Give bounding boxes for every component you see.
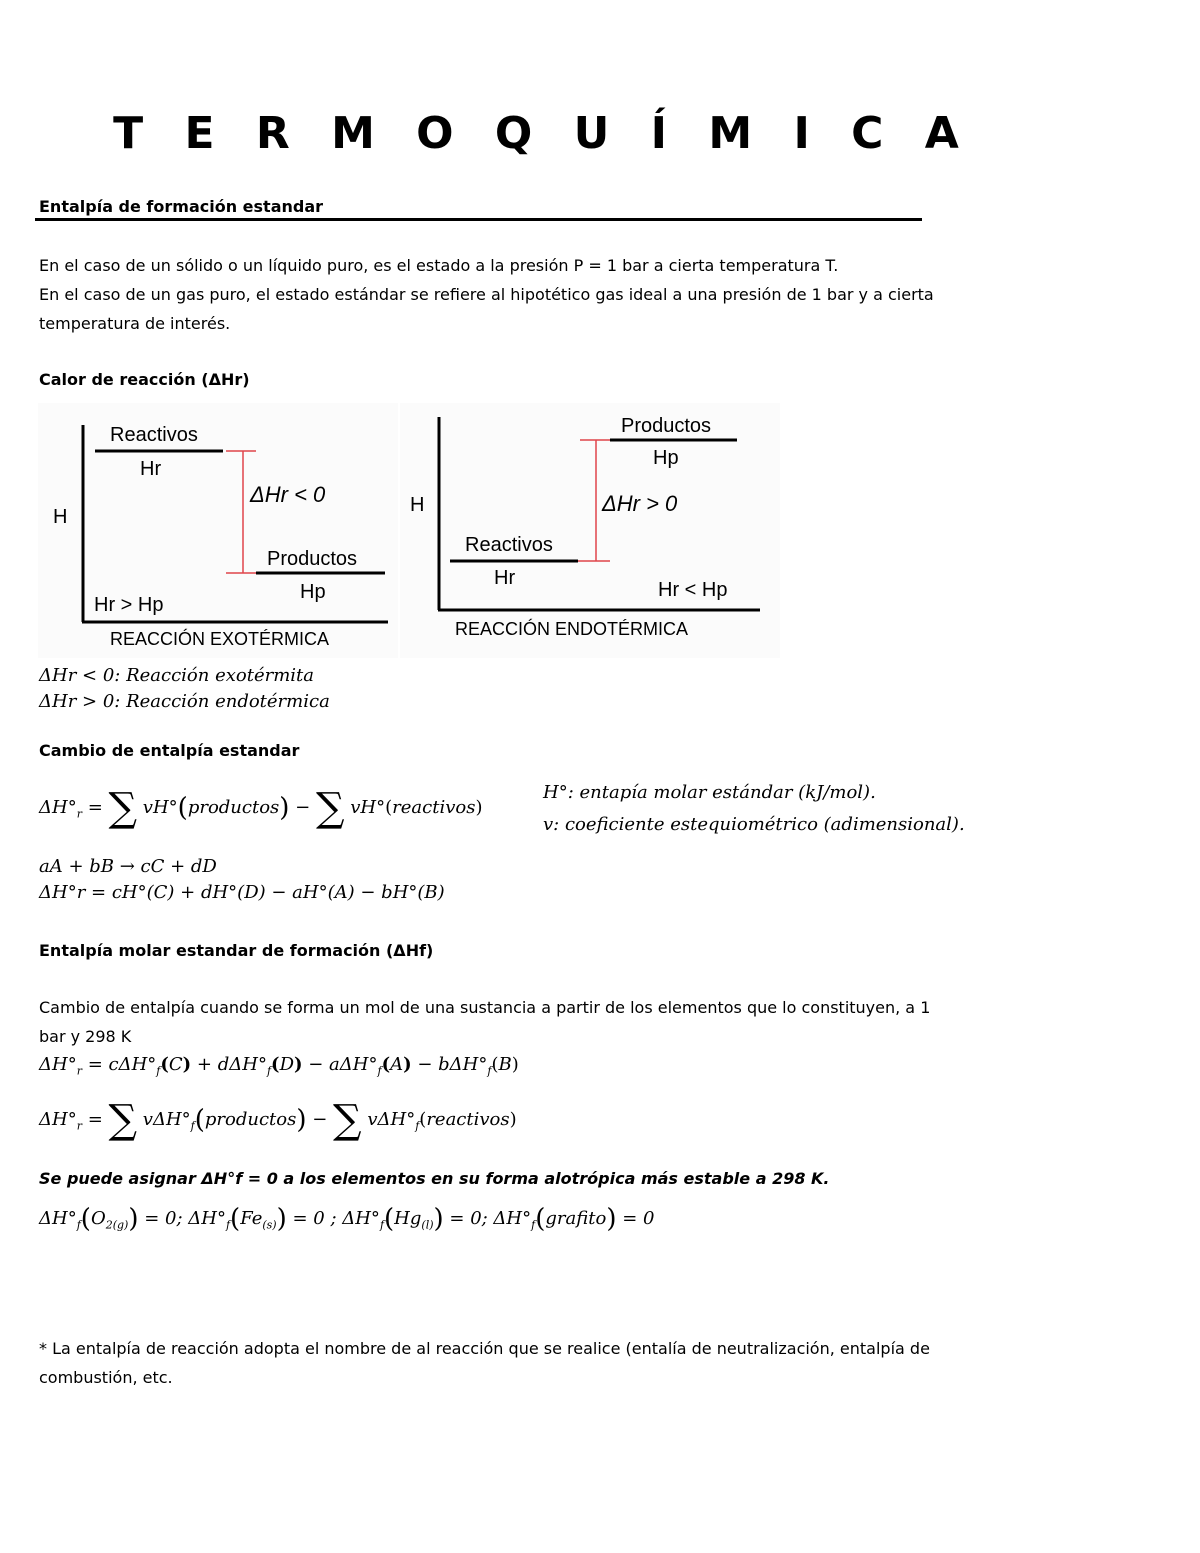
equation-endotermica: ΔHr > 0: Reacción endotérmica (39, 691, 330, 712)
paragraph-line: En el caso de un sólido o un líquido puro, es el estado a la presión P = 1 bar a cierta temperatura T. (39, 256, 839, 275)
diagram-caption: REACCIÓN EXOTÉRMICA (110, 629, 330, 649)
diagram-caption: REACCIÓN ENDOTÉRMICA (455, 619, 689, 639)
definition-h: H°: entapía molar estándar (kJ/mol). (543, 782, 876, 803)
delta-label: ΔHr > 0 (602, 491, 678, 516)
diagram-endotermica (400, 403, 780, 658)
hr-label: Hr (140, 458, 162, 480)
heading-calor-reaccion: Calor de reacción (ΔHr) (39, 370, 250, 389)
delta-label: ΔHr < 0 (250, 482, 326, 507)
paragraph-line: En el caso de un gas puro, el estado estándar se refiere al hipotético gas ideal a una presión de 1 bar y a cierta (39, 285, 934, 304)
equation-exotermica: ΔHr < 0: Reacción exotérmita (39, 665, 314, 686)
equation-reaction: aA + bB → cC + dD (39, 856, 217, 877)
heading-underline (35, 218, 922, 221)
equation-formation-sum: $\Delta H^\circ_r$ = ∑ $v\Delta H^\circ_f(productos)$ − ∑ $v\Delta H^\circ_f(reactivos)$ (39, 1097, 517, 1143)
hr-label: Hr (494, 567, 516, 589)
diagram-axis-label: H (410, 494, 425, 516)
note-elements: Se puede asignar ΔH°f = 0 a los elementos en su forma alotrópica más estable a 298 K. (39, 1169, 830, 1188)
footnote-line: combustión, etc. (39, 1368, 173, 1387)
paragraph-line: temperatura de interés. (39, 314, 231, 333)
relation-label: Hr < Hp (658, 579, 728, 601)
relation-label: Hr > Hp (94, 594, 164, 616)
diagram-background (38, 403, 398, 658)
paragraph-line: bar y 298 K (39, 1027, 132, 1046)
paragraph-line: Cambio de entalpía cuando se forma un mol de una sustancia a partir de los elementos que lo constituyen, a 1 (39, 998, 931, 1017)
equation-formation-expanded: $\Delta H^\circ_r = c\Delta H^\circ_f(C) + d\Delta H^\circ_f(D) - a\Delta H^\circ_f(A) - b\Delta H^\circ_f(B)$ (39, 1054, 519, 1078)
heading-cambio-entalpia: Cambio de entalpía estandar (39, 741, 300, 760)
page-title: T E R M O Q U Í M I C A (113, 108, 972, 159)
productos-label: Productos (267, 548, 358, 570)
diagram-axis-label: H (53, 506, 68, 528)
footnote-line: * La entalpía de reacción adopta el nombre de al reacción que se realice (entalía de neutralización, entalpía de (39, 1339, 930, 1358)
hp-label: Hp (300, 581, 326, 603)
heading-entalpia-molar: Entalpía molar estandar de formación (ΔHf) (39, 941, 434, 960)
heading-entalpia-formacion: Entalpía de formación estandar (39, 197, 324, 216)
definition-v: v: coeficiente estequiométrico (adimensional). (543, 814, 965, 835)
equation-sum-h: $\Delta H^\circ_r$ = ∑ vH°(productos) − ∑ vH°(reactivos) (39, 785, 483, 831)
reactivos-label: Reactivos (110, 424, 198, 446)
reactivos-label: Reactivos (465, 534, 553, 556)
equation-zero-enthalpies: $\Delta H^\circ_f(O_{2(g)}) = 0$; $\Delta H^\circ_f(Fe_{(s)}) = 0$ ; $\Delta H^\circ_f(Hg_{(l)}) = 0$; $\Delta H^\circ_f(grafito) = 0$ (39, 1204, 655, 1234)
productos-label: Productos (621, 415, 712, 437)
hp-label: Hp (653, 447, 679, 469)
equation-expanded: ΔH°r = cH°(C) + dH°(D) − aH°(A) − bH°(B) (39, 882, 445, 903)
diagram-exotermica (38, 403, 398, 658)
